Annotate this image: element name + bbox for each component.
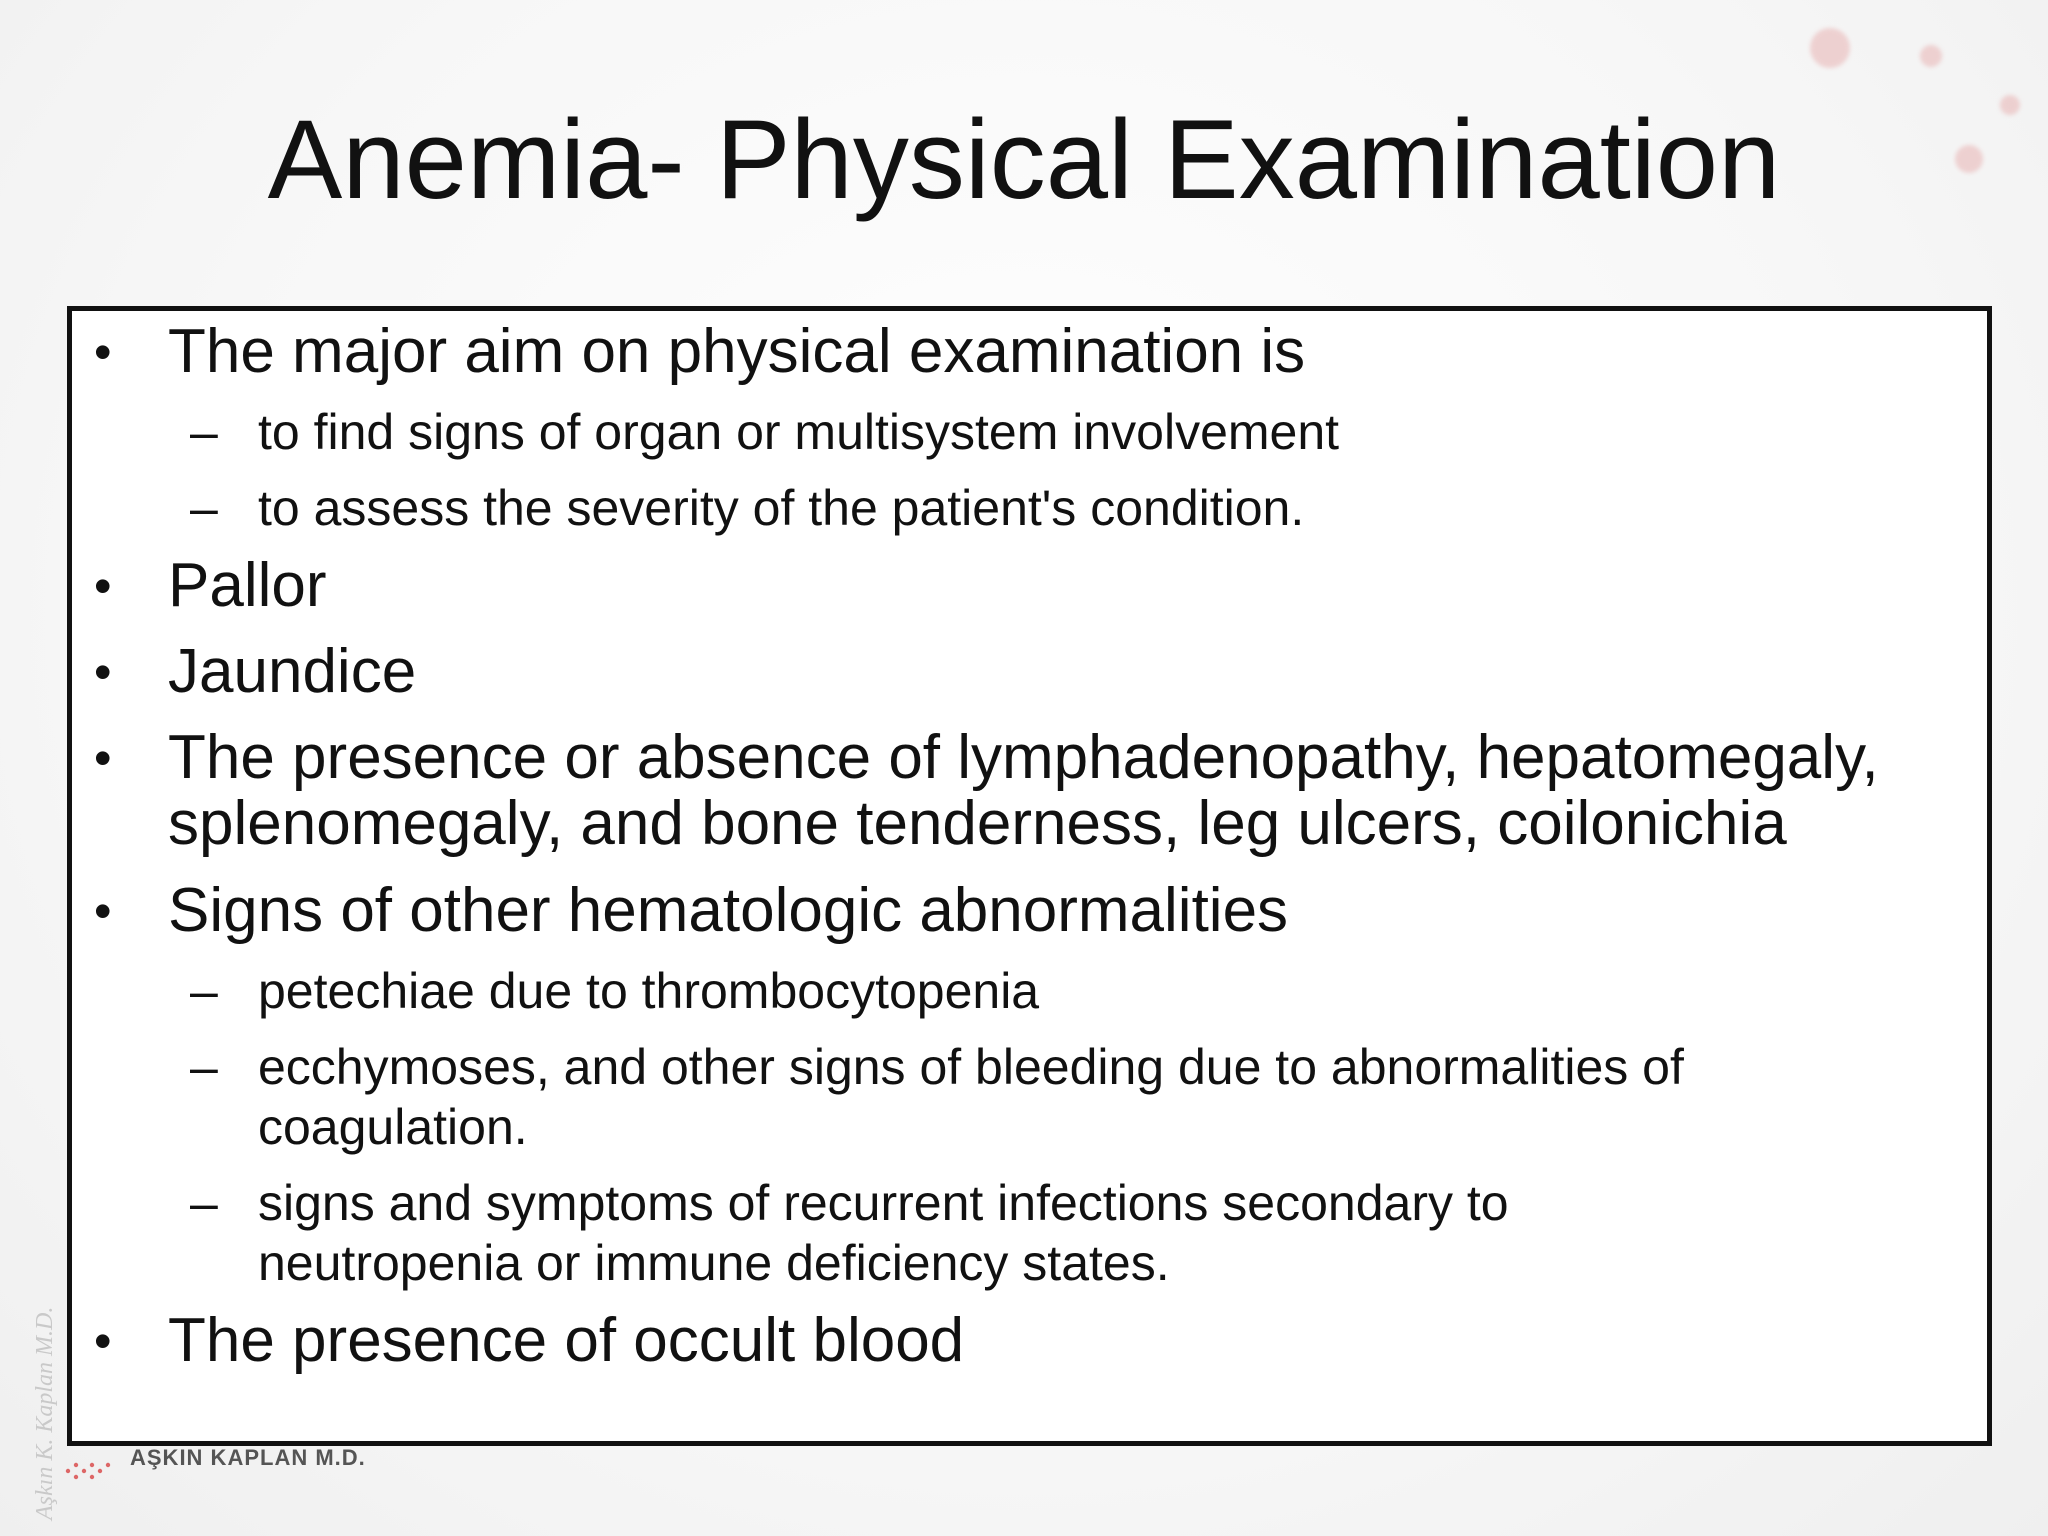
sub-bullet-glyph: –	[190, 404, 218, 460]
bullet-text: Signs of other hematologic abnormalities	[168, 876, 1289, 945]
content-box	[67, 306, 1992, 1446]
bullet-glyph: •	[94, 730, 112, 786]
decorative-dot	[1920, 45, 1942, 67]
bullet-text-line: The presence or absence of lymphadenopathy, hepatomegaly,	[168, 723, 1879, 792]
bullet-text-line: splenomegaly, and bone tenderness, leg ulcers, coilonichia	[168, 789, 1787, 858]
side-watermark-text: Aşkın K. Kaplan M.D.	[32, 1306, 58, 1520]
sub-bullet-glyph: –	[190, 480, 218, 536]
sub-bullet-text: to assess the severity of the patient's condition.	[258, 480, 1305, 536]
slide-title: Anemia- Physical Examination	[267, 97, 1781, 222]
sub-bullet-glyph: –	[190, 1175, 218, 1231]
sub-bullet-glyph: –	[190, 963, 218, 1019]
sub-bullet-text-line: signs and symptoms of recurrent infections secondary to	[258, 1175, 1509, 1231]
bullet-text: Jaundice	[168, 637, 417, 706]
bullet-glyph: •	[94, 1313, 112, 1369]
bullet-text: The major aim on physical examination is	[168, 317, 1306, 386]
sub-bullet-text: petechiae due to thrombocytopenia	[258, 963, 1040, 1019]
sub-bullet-text-line: neutropenia or immune deficiency states.	[258, 1235, 1170, 1291]
sub-bullet-text: to find signs of organ or multisystem involvement	[258, 404, 1340, 460]
bullet-glyph: •	[94, 883, 112, 939]
bullet-text: Pallor	[168, 551, 327, 620]
footer-logo-text: AŞKIN KAPLAN M.D.	[130, 1445, 366, 1470]
bullet-glyph: •	[94, 324, 112, 380]
bullet-text: The presence of occult blood	[168, 1306, 965, 1375]
sub-bullet-text-line: ecchymoses, and other signs of bleeding due to abnormalities of	[258, 1039, 1684, 1095]
sub-bullet-text-line: coagulation.	[258, 1099, 528, 1155]
side-watermark	[4, 1250, 58, 1520]
logo-dots-icon	[60, 1451, 120, 1481]
decorative-dot	[1810, 28, 1850, 68]
bullet-glyph: •	[94, 558, 112, 614]
sub-bullet-glyph: –	[190, 1039, 218, 1095]
bullet-glyph: •	[94, 644, 112, 700]
